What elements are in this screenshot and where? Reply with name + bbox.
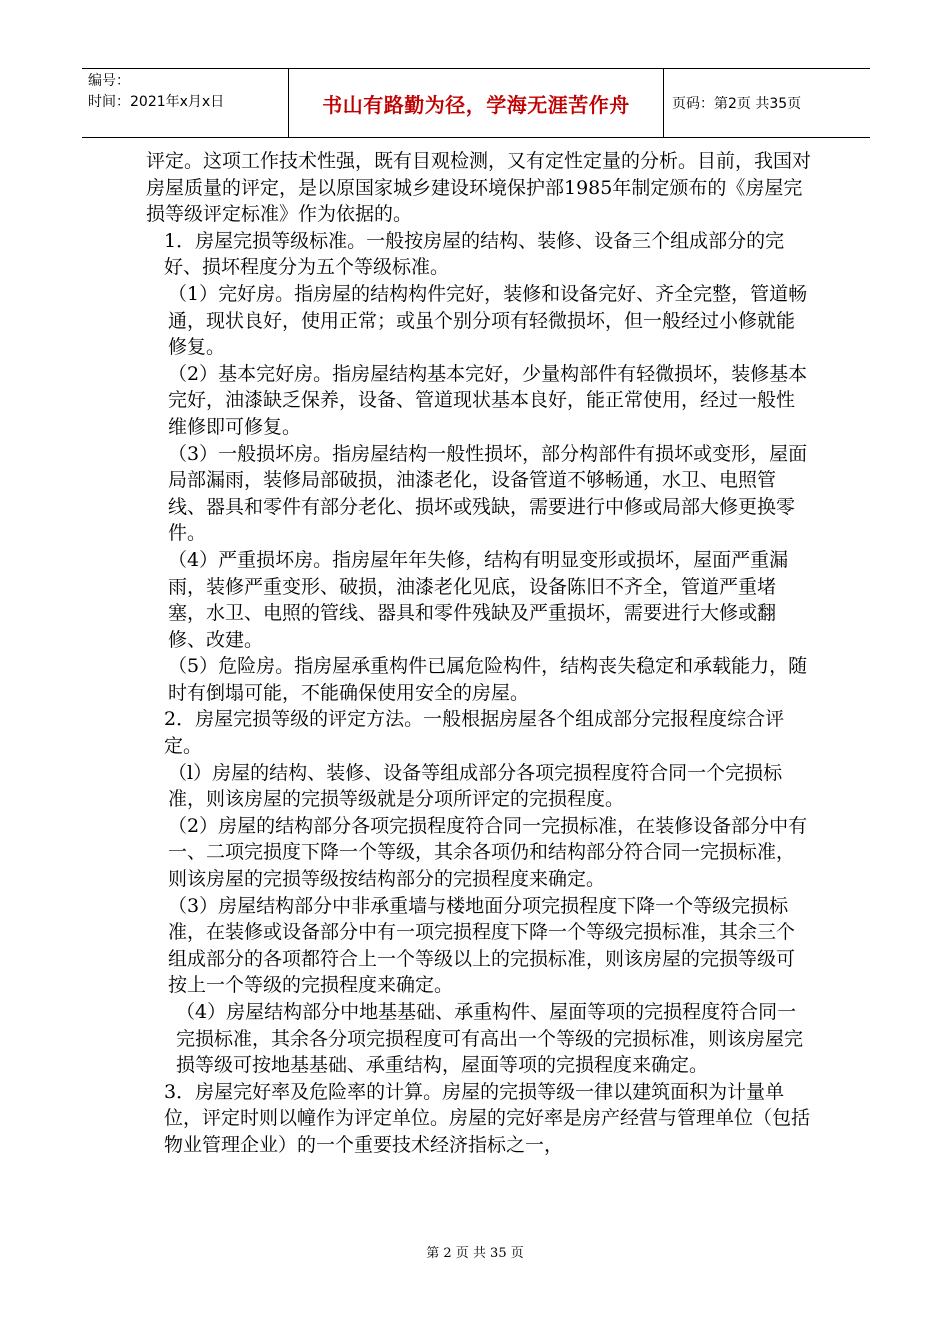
paragraph: （4）房屋结构部分中地基基础、承重构件、屋面等项的完损程度符合同一完损标准，其余各分项完损程度可有高出一个等级的完损标准，则该房屋完损等级可按地基基础、承重结构，屋面等项的完损程度来确定。 [176, 1001, 804, 1077]
page-footer: 第 2 页 共 35 页 [426, 1246, 524, 1261]
paragraph: （5）危险房。指房屋承重构件已属危险构件，结构丧失稳定和承载能力，随时有倒塌可能，不能确保使用安全的房屋。 [168, 655, 808, 704]
paragraph: （3）房屋结构部分中非承重墙与楼地面分项完损程度下降一个等级完损标准，在装修或设备部分中有一项完损程度下降一个等级完损标准，其余三个组成部分的各项都符合上一个等级以上的完损标准，则该房屋的完损等级可按上一个等级的完损程度来确定。 [168, 894, 796, 997]
time-label: 时间：2021年x月x日 [88, 94, 225, 110]
paragraph: （3）一般损坏房。指房屋结构一般性损坏，部分构部件有损坏或变形，屋面局部漏雨，装修局部破损，油漆老化，设备管道不够畅通，水卫、电照管线、器具和零件有部分老化、损坏或残缺，需要进行中修或局部大修更换零件。 [168, 442, 808, 545]
document-body [146, 148, 812, 1159]
paragraph: （l）房屋的结构、装修、设备等组成部分各项完损程度符合同一个完损标准，则该房屋的完损等级就是分项所评定的完损程度。 [168, 761, 783, 811]
paragraph: 3．房屋完好率及危险率的计算。房屋的完损等级一律以建筑面积为计量单位，评定时则以幢作为评定单位。房屋的完好率是房产经营与管理单位（包括物业管理企业）的一个重要技术经济指标之一， [164, 1080, 811, 1156]
page-header [82, 68, 870, 138]
paragraph: 2．房屋完损等级的评定方法。一般根据房屋各个组成部分完报程度综合评定。 [164, 708, 785, 758]
number-label: 编号： [88, 73, 130, 89]
header-page-label: 页码：第2页 共35页 [672, 96, 802, 112]
paragraph: （2）房屋的结构部分各项完损程度符合同一完损标准，在装修设备部分中有一、二项完损度下降一个等级，其余各项仍和结构部分符合同一完损标准，则该房屋的完损等级按结构部分的完损程度来确定。 [168, 814, 808, 891]
paragraph: （2）基本完好房。指房屋结构基本完好，少量构部件有轻微损坏，装修基本完好，油漆缺乏保养，设备、管道现状基本良好，能正常使用，经过一般性维修即可修复。 [168, 362, 808, 438]
paragraph: （1）完好房。指房屋的结构构件完好，装修和设备完好、齐全完整，管道畅通，现状良好，使用正常；或虽个别分项有轻微损坏，但一般经过小修就能修复。 [168, 282, 808, 359]
header-motto: 书山有路勤为径，学海无涯苦作舟 [289, 69, 664, 137]
paragraph: 评定。这项工作技术性强，既有目观检测，又有定性定量的分析。目前，我国对房屋质量的评定，是以原国家城乡建设环境保护部1985年制定颁布的《房屋完损等级评定标准》作为依据的。 [146, 150, 812, 226]
paragraph: （4）严重损坏房。指房屋年年失修，结构有明显变形或损坏，屋面严重漏雨，装修严重变形、破损，油漆老化见底，设备陈旧不齐全，管道严重堵塞，水卫、电照的管线、器具和零件残缺及严重损坏，需要进行大修或翻修、改建。 [168, 548, 789, 651]
paragraph: 1．房屋完损等级标准。一般按房屋的结构、装修、设备三个组成部分的完好、损坏程度分为五个等级标准。 [164, 229, 785, 279]
header-info-cell [82, 69, 289, 137]
